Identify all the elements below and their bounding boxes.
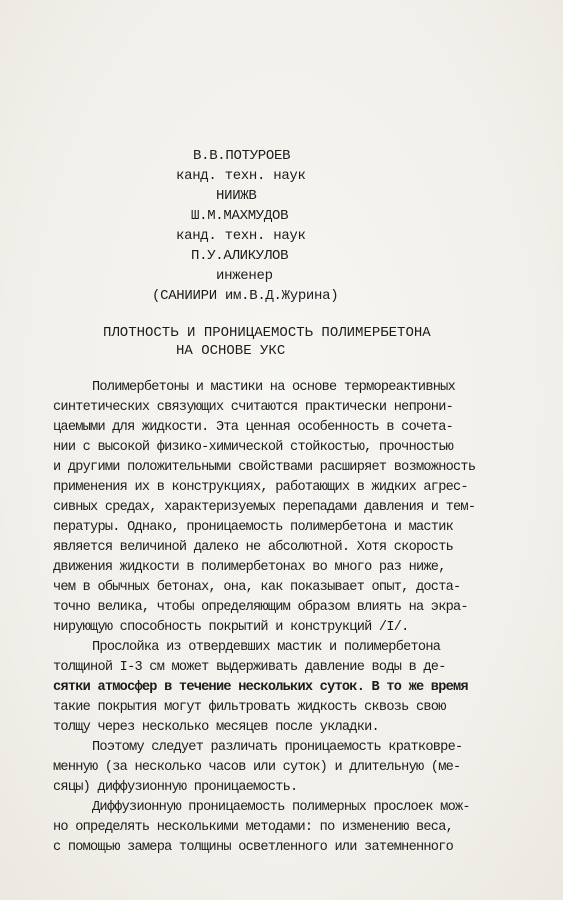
body-line: и другими положительными свойствами расширяет возможность [53,460,476,475]
body-line: движения жидкости в полимербетонах во много раз ниже, [53,560,446,575]
body-line: толщу через несколько месяцев после укладки. [53,720,379,735]
body-line: но определять несколькими методами: по изменению веса, [53,820,454,835]
body-line: Поэтому следует различать проницаемость кратковре- [92,740,463,755]
body-line: нирующую способность покрытий и конструкций /I/. [53,620,409,635]
author-position-3: инженер [216,268,273,284]
body-line: Прослойка из отвердевших мастик и полимербетона [92,640,441,655]
body-line: применения их в конструкциях, работающих в жидких агрес- [53,480,468,495]
body-line: цаемыми для жидкости. Эта ценная особенность в сочета- [53,420,454,435]
body-line: Диффузионную проницаемость полимерных прослоек мож- [92,800,470,815]
author-name-2: Ш.М.МАХМУДОВ [191,208,289,224]
body-line: такие покрытия могут фильтровать жидкость сквозь свою [53,700,446,715]
body-line: толщиной I-3 см может выдерживать давление воды в де- [53,660,446,675]
body-line: менную (за несколько часов или суток) и длительную (ме- [53,760,461,775]
body-line: сяцы) диффузионную проницаемость. [53,780,298,795]
body-line: Полимербетоны и мастики на основе термореактивных [92,380,455,395]
body-line: с помощью замера толщины осветленного или затемненного [53,840,454,855]
author-name-1: В.В.ПОТУРОЕВ [193,148,291,164]
author-degree-1: канд. техн. наук [176,168,306,184]
body-line: сятки атмосфер в течение нескольких суток. В то же время [53,680,468,695]
body-line: нии с высокой физико-химической стойкостью, прочностью [53,440,454,455]
body-line: точно велика, чтобы определяющим образом влиять на экра- [53,600,468,615]
author-name-3: П.У.АЛИКУЛОВ [191,248,289,264]
body-line: чем в обычных бетонах, она, как показывает опыт, доста- [53,580,461,595]
title-line-2: НА ОСНОВЕ УКС [176,343,286,359]
body-line: является величиной далеко не абсолютной. Хотя скорость [53,540,454,555]
author-degree-2: канд. техн. наук [176,228,306,244]
title-line-1: ПЛОТНОСТЬ И ПРОНИЦАЕМОСТЬ ПОЛИМЕРБЕТОНА [103,325,431,341]
body-line: сивных средах, характеризуемых перепадами давления и тем- [53,500,476,515]
body-line: пературы. Однако, проницаемость полимербетона и мастик [53,520,454,535]
institution-1: НИИЖВ [216,188,257,204]
body-line: синтетических связующих считаются практически непрони- [53,400,454,415]
institution-2: (САНИИРИ им.В.Д.Журина) [152,288,339,304]
